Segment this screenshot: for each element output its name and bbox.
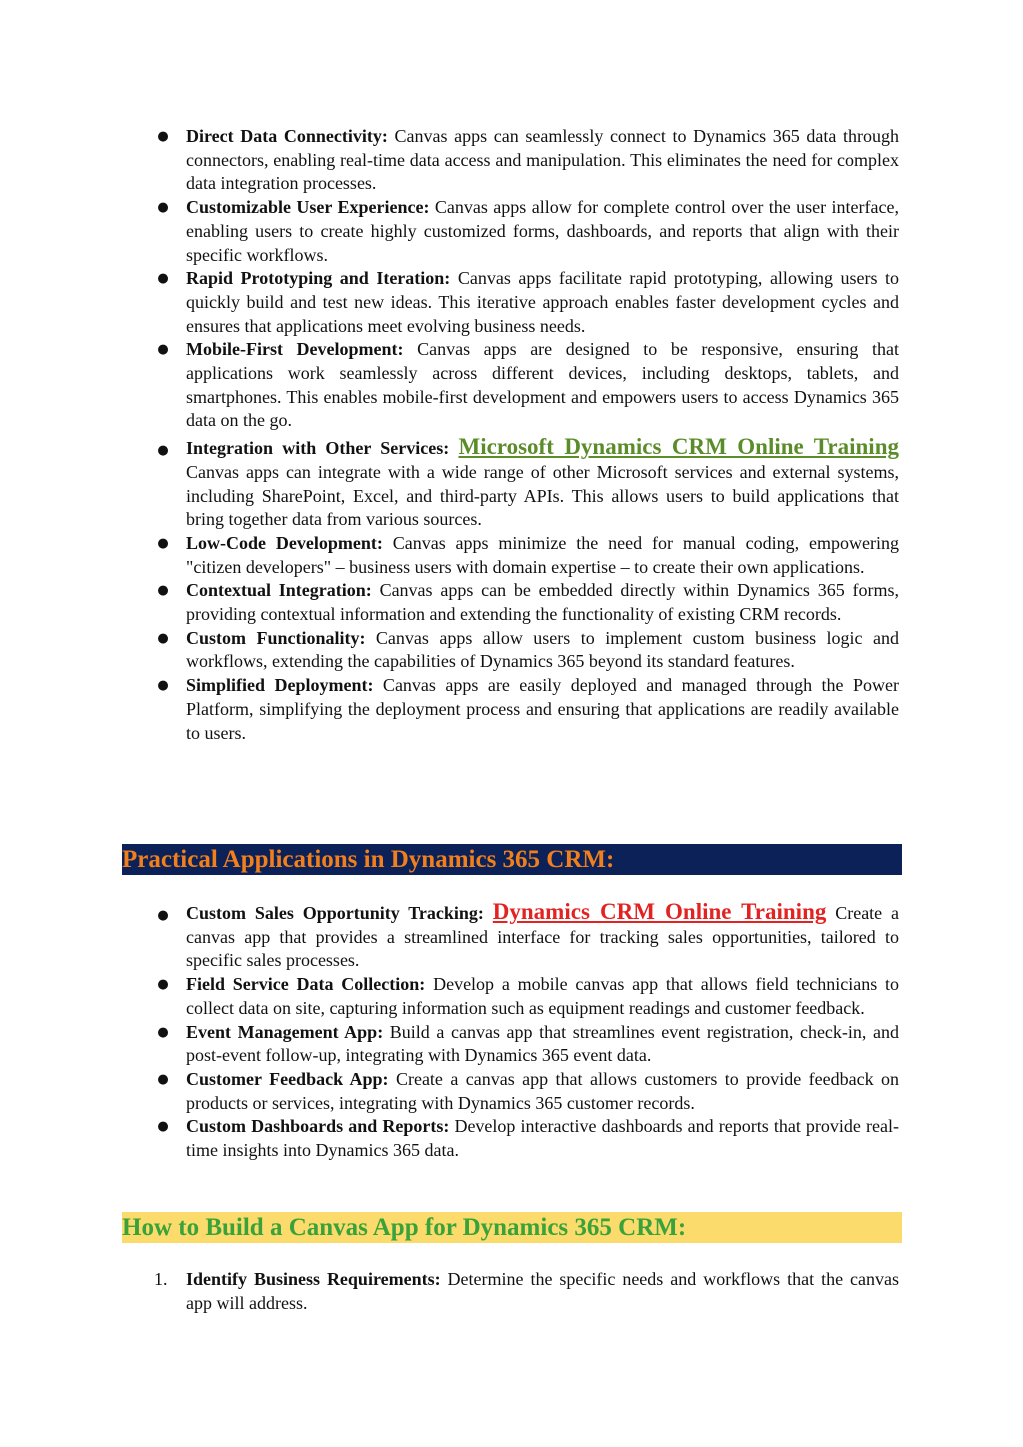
item-text: Develop a mobile canvas app that allows field technicians to collect data on site, capturing information such as equipment readings and customer feedback. (186, 974, 899, 1018)
how-to-build-heading: How to Build a Canvas App for Dynamics 365 CRM: (122, 1212, 902, 1243)
item-title: Customizable User Experience: (186, 197, 430, 218)
list-item (157, 1021, 899, 1068)
list-item (157, 532, 899, 579)
list-item (157, 267, 900, 338)
bullet-icon: ● (157, 271, 169, 287)
item-text: Develop interactive dashboards and reports that provide real-time insights into Dynamics 365 data. (186, 1116, 899, 1161)
item-title: Customer Feedback App: (186, 1068, 389, 1089)
list-item (157, 1068, 899, 1115)
item-text: Create a canvas app that allows customers to provide feedback on products or services, integrating with Dynamics 365 customer records. (186, 1068, 899, 1113)
bullet-icon: ● (157, 583, 169, 599)
item-text: Canvas apps can integrate with a wide range of other Microsoft services and external systems, including SharePoint, Excel, and third-party APIs. This allows users to build applications that bring together data from various sources. (186, 461, 899, 530)
bullet-icon: ● (157, 342, 169, 358)
list-item (157, 196, 900, 267)
item-text: Canvas apps allow for complete control over the user interface, enabling users to create highly customized forms, dashboards, and reports that align with their specific workflows. (186, 197, 900, 265)
item-text: Canvas apps can be embedded directly within Dynamics 365 forms, providing contextual information and extending the functionality of existing CRM records. (186, 580, 899, 625)
item-title: Field Service Data Collection: (186, 974, 426, 995)
item-text: Canvas apps facilitate rapid prototyping, allowing users to quickly build and test new ideas. This iterative approach enables faster development cycles and ensures that applications meet evolving business needs. (186, 268, 900, 336)
list-item (157, 1115, 899, 1162)
bullet-icon: ● (157, 129, 169, 144)
list-item (157, 125, 899, 196)
build-steps-list (154, 1268, 899, 1315)
item-title: Rapid Prototyping and Iteration: (186, 268, 451, 289)
step-number: 1. (154, 1269, 168, 1289)
item-text: Canvas apps can seamlessly connect to Dynamics 365 data through connectors, enabling real-time data access and manipulation. This eliminates the need for complex data integration processes. (186, 126, 899, 194)
bullet-icon: ● (157, 630, 169, 646)
item-title: Event Management App: (186, 1021, 384, 1042)
training-link[interactable]: Microsoft Dynamics CRM Online Training (458, 434, 899, 460)
item-title: Identify Business Requirements: (186, 1269, 441, 1289)
list-item (157, 434, 899, 532)
item-text: Build a canvas app that streamlines event registration, check-in, and post-event follow-up, integrating with Dynamics 365 event data. (186, 1021, 899, 1066)
item-title: Direct Data Connectivity: (186, 126, 388, 146)
practical-applications-list (157, 899, 900, 1163)
item-text: Create a canvas app that provides a streamlined interface for tracking sales opportunities, tailored to specific sales processes. (186, 903, 900, 971)
item-title: Low-Code Development: (186, 532, 383, 553)
bullet-icon: ● (157, 1119, 169, 1135)
item-title: Custom Dashboards and Reports: (186, 1116, 450, 1137)
training-link[interactable]: Dynamics CRM Online Training (492, 899, 827, 924)
list-item (157, 674, 899, 745)
item-title: Integration with Other Services: (186, 438, 450, 459)
item-title: Contextual Integration: (186, 580, 372, 601)
item-text: Canvas apps are designed to be responsive, ensuring that applications work seamlessly across different devices, including desktops, tablets, and smartphones. This enables mobile-first development and empowers users to access Dynamics 365 data on the go. (186, 339, 899, 431)
list-item (157, 973, 899, 1020)
bullet-icon: ● (157, 1071, 169, 1087)
bullet-icon: ● (157, 200, 169, 216)
item-text: Canvas apps allow users to implement custom business logic and workflows, extending the capabilities of Dynamics 365 beyond its standard features. (186, 627, 899, 672)
item-text: Determine the specific needs and workflows that the canvas app will address. (186, 1269, 899, 1313)
bullet-icon: ● (157, 678, 169, 694)
item-text: Canvas apps minimize the need for manual coding, empowering "citizen developers" – business users with domain expertise – to create their own applications. (186, 532, 899, 577)
item-text: Canvas apps are easily deployed and managed through the Power Platform, simplifying the deployment process and ensuring that applications are readily available to users. (186, 675, 899, 743)
benefits-list (157, 125, 900, 745)
practical-applications-heading: Practical Applications in Dynamics 365 CRM: (122, 844, 902, 875)
bullet-icon: ● (157, 443, 169, 459)
bullet-icon: ● (157, 535, 169, 551)
bullet-icon: ● (157, 977, 169, 993)
item-title: Mobile-First Development: (186, 339, 404, 360)
item-title: Custom Functionality: (186, 627, 366, 648)
item-title: Custom Sales Opportunity Tracking: (186, 903, 484, 923)
list-item (157, 579, 899, 626)
list-item (157, 627, 899, 674)
bullet-icon: ● (157, 908, 169, 923)
bullet-icon: ● (157, 1024, 169, 1040)
list-item (157, 338, 899, 433)
item-title: Simplified Deployment: (186, 675, 374, 696)
list-item (157, 899, 900, 973)
list-item (154, 1268, 899, 1315)
